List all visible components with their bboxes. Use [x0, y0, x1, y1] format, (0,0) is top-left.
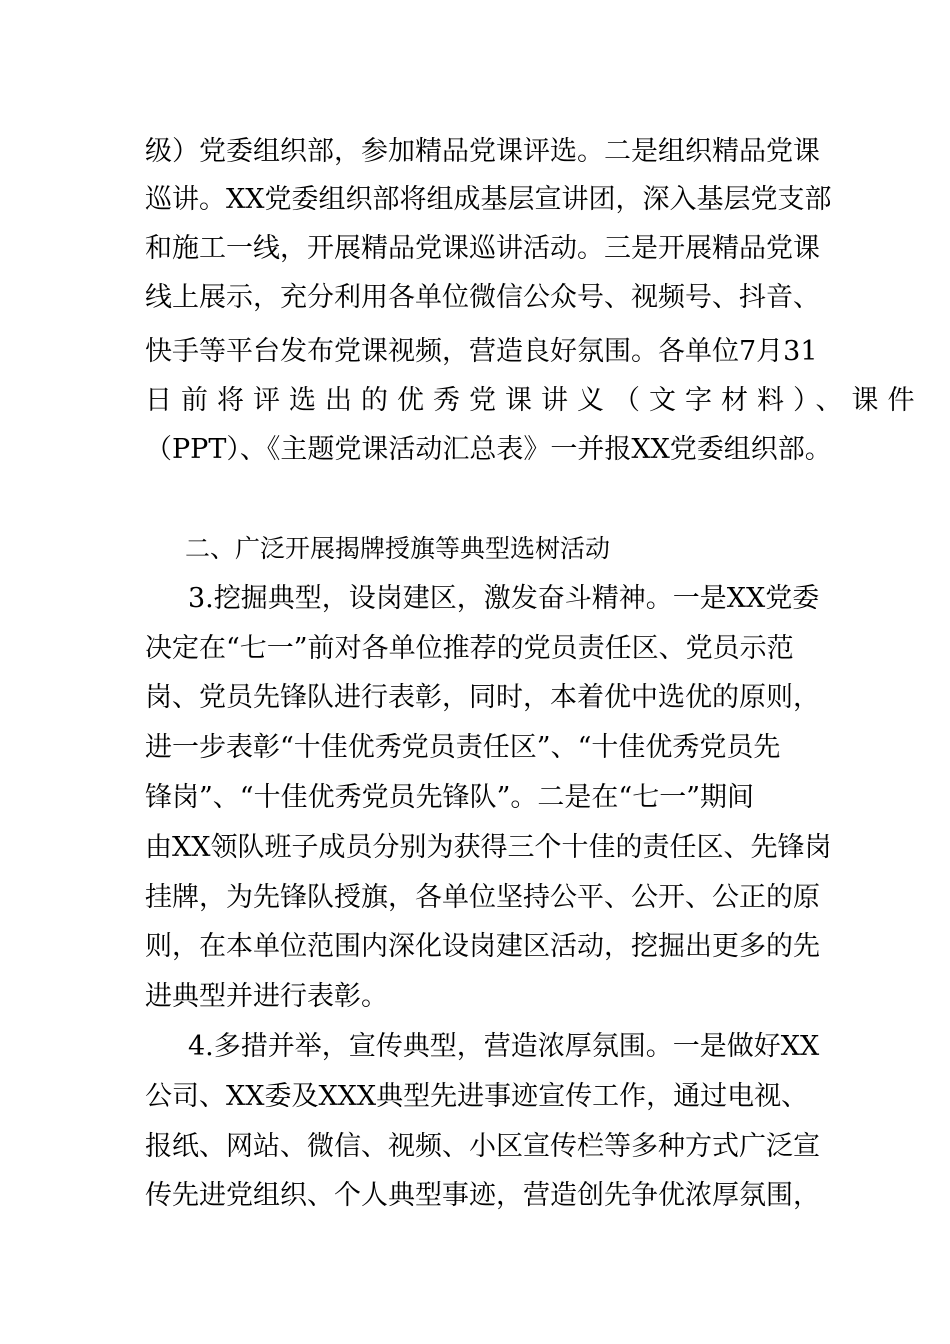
text-line: 进典型并进行表彰。: [145, 981, 388, 1012]
text-line: 日前将评选出的优秀党课讲义（文字材料）、课件: [145, 385, 924, 416]
text-line: 岗、党员先锋队进行表彰，同时，本着优中选优的原则，: [145, 682, 820, 713]
text-line: 决定在“七一”前对各单位推荐的党员责任区、党员示范: [145, 633, 794, 664]
text-line: 4.多措并举，宣传典型，营造浓厚氛围。一是做好XX: [188, 1031, 820, 1062]
text-line: 则，在本单位范围内深化设岗建区活动，挖掘出更多的先: [145, 931, 820, 962]
text-line: 由XX领队班子成员分别为获得三个十佳的责任区、先锋岗: [145, 832, 832, 863]
text-line: 巡讲。XX党委组织部将组成基层宣讲团，深入基层党支部: [145, 184, 832, 215]
text-line: （PPT）、《主题党课活动汇总表》一并报XX党委组织部。: [145, 434, 832, 465]
text-line: 报纸、网站、微信、视频、小区宣传栏等多种方式广泛宣: [145, 1131, 820, 1162]
text-line: 3.挖掘典型，设岗建区，激发奋斗精神。一是XX党委: [188, 583, 820, 614]
text-line: 进一步表彰“十佳优秀党员责任区”、“十佳优秀党员先: [145, 732, 781, 763]
text-line: 和施工一线，开展精品党课巡讲活动。三是开展精品党课: [145, 233, 820, 264]
text-line: 线上展示，充分利用各单位微信公众号、视频号、抖音、: [145, 282, 820, 313]
section-heading: 二、广泛开展揭牌授旗等典型选树活动: [185, 534, 611, 563]
text-line: 快手等平台发布党课视频，营造良好氛围。各单位7月31: [145, 336, 818, 367]
text-line: 公司、XX委及XXX典型先进事迹宣传工作，通过电视、: [145, 1081, 809, 1112]
text-line: 挂牌，为先锋队授旗，各单位坚持公平、公开、公正的原: [145, 882, 820, 913]
text-line: 传先进党组织、个人典型事迹，营造创先争优浓厚氛围，: [145, 1180, 820, 1211]
text-line: 级）党委组织部，参加精品党课评选。二是组织精品党课: [145, 136, 820, 167]
text-line: 锋岗”、“十佳优秀党员先锋队”。二是在“七一”期间: [145, 782, 755, 813]
